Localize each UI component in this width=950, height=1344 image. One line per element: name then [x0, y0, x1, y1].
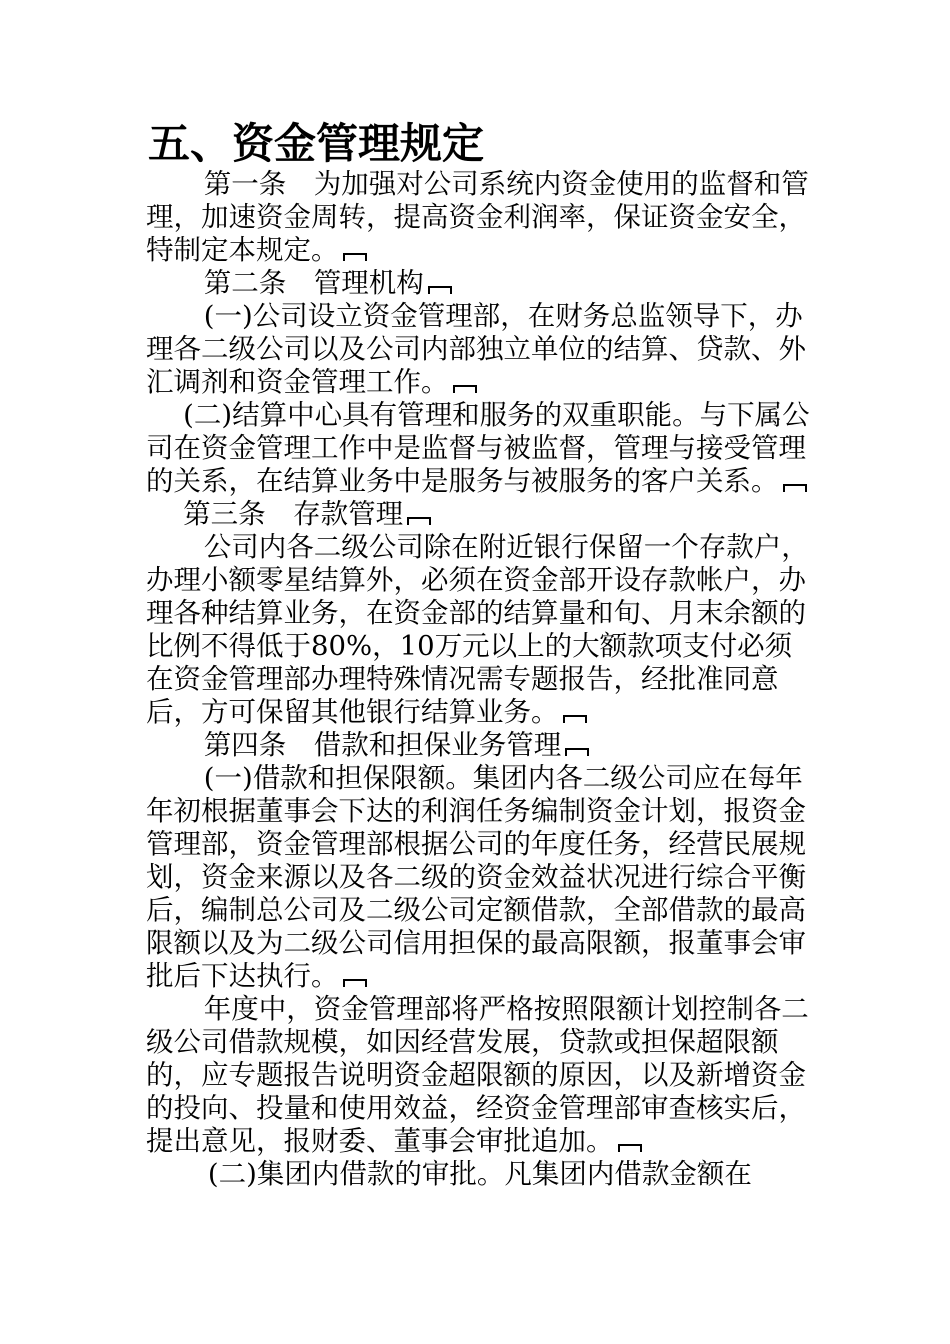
- paragraph-article-2-item-2: [146, 399, 811, 498]
- paragraph-article-3-body: [146, 531, 811, 729]
- paragraph-mark-icon: [565, 748, 589, 756]
- paragraph-text: 年度中，资金管理部将严格按照限额计划控制各二级公司借款规模，如因经营发展，贷款或担保超限额的，应专题报告说明资金超限额的原因，以及新增资金的投向、投量和使用效益，经资金管理部审查核实后，提出意见，报财委、董事会审批追加。: [146, 993, 809, 1157]
- paragraph-mark-icon: [783, 484, 807, 492]
- paragraph-text: (一)借款和担保限额。集团内各二级公司应在每年年初根据董事会下达的利润任务编制资金计划，报资金管理部，资金管理部根据公司的年度任务，经营民展规划，资金来源以及各二级的资金效益状况进行综合平衡后，编制总公司及二级公司定额借款，全部借款的最高限额以及为二级公司信用担保的最高限额，报董事会审批后下达执行。: [146, 762, 806, 992]
- paragraph-text: 公司内各二级公司除在附近银行保留一个存款户，办理小额零星结算外，必须在资金部开设存款帐户，办理各种结算业务，在资金部的结算量和旬、月末余额的比例不得低于80%，10万元以上的大额款项支付必须在资金管理部办理特殊情况需专题报告，经批准同意后，方可保留其他银行结算业务。: [146, 531, 809, 728]
- paragraph-text: 第一条 为加强对公司系统内资金使用的监督和管理，加速资金周转，提高资金利润率，保证资金安全，特制定本规定。: [146, 168, 809, 266]
- paragraph-article-2-item-1: [146, 300, 811, 399]
- paragraph-mark-icon: [343, 979, 367, 987]
- document-body: [146, 168, 811, 1191]
- section-title: 五、资金管理规定: [148, 119, 485, 168]
- paragraph-article-1: [146, 168, 811, 267]
- paragraph-article-2: [146, 267, 811, 300]
- paragraph-text: 第二条 管理机构: [203, 267, 424, 299]
- paragraph-article-4-item-2: [146, 1158, 811, 1191]
- paragraph-article-4: [146, 729, 811, 762]
- paragraph-article-3: [146, 498, 811, 531]
- paragraph-text: 第四条 借款和担保业务管理: [203, 729, 562, 761]
- paragraph-text: (一)公司设立资金管理部，在财务总监领导下，办理各二级公司以及公司内部独立单位的结算、贷款、外汇调剂和资金管理工作。: [146, 300, 806, 398]
- paragraph-mark-icon: [428, 286, 452, 294]
- paragraph-text: (二)集团内借款的审批。凡集团内借款金额在: [207, 1158, 752, 1190]
- paragraph-mark-icon: [618, 1144, 642, 1152]
- paragraph-article-4-item-1-cont: [146, 993, 811, 1158]
- paragraph-article-4-item-1: [146, 762, 811, 993]
- paragraph-text: (二)结算中心具有管理和服务的双重职能。与下属公司在资金管理工作中是监督与被监督，管理与接受管理的关系，在结算业务中是服务与被服务的客户关系。: [146, 399, 810, 497]
- paragraph-text: 第三条 存款管理: [183, 498, 404, 530]
- paragraph-mark-icon: [407, 517, 431, 525]
- paragraph-mark-icon: [563, 715, 587, 723]
- paragraph-mark-icon: [343, 253, 367, 261]
- paragraph-mark-icon: [453, 385, 477, 393]
